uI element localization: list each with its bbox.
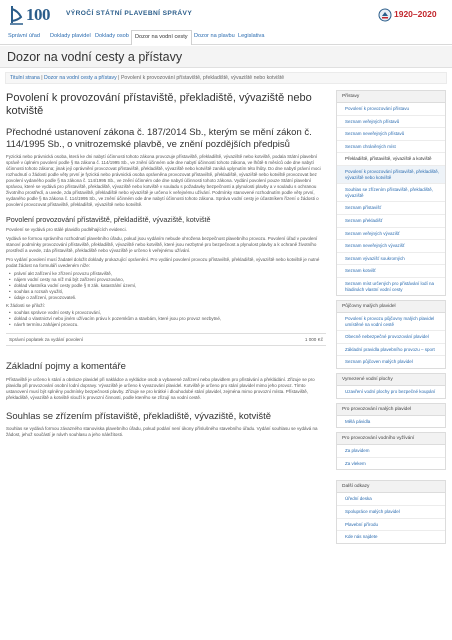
fee-row [6,333,326,346]
sidebar-link[interactable]: Seznam překladišť [337,215,445,228]
sidebar-link[interactable]: Povolení k provozu půjčovny malých plavidel umístěné na vodní cestě [337,313,445,331]
sidebar-box-water-use [336,432,446,470]
list-item: • souhlas správce vodní cesty k provozování, [6,310,326,316]
permit-requirements: Pro vydání povolení musí žadatel doložit doklady prokazující oprávnění. Pro vydání povolení provozu přístaviště, překladiště, vývaziště nebo kotviště je nutné podat žádost na formuláři uvedeném níže: [6,257,320,268]
sidebar-link[interactable]: Kde nás najdete [345,534,378,540]
sidebar-box-harbours [336,90,446,296]
sidebar-link[interactable]: Uzavření vodní plochy pro bezpečné koupání [345,389,436,395]
sidebar-link[interactable]: Seznam vývazišť soukromých [337,253,445,266]
nav-item-doklady-plavidel[interactable]: Doklady plavidel [50,33,91,39]
sidebar-link[interactable]: Seznam neveřejných přístavů [337,128,445,141]
nav-item-dozor-plavbu[interactable]: Dozor na plavbu [194,33,235,39]
sidebar-heading: Pro provozování vodního vyžívání [337,433,445,445]
breadcrumb [5,72,447,84]
sidebar-link[interactable]: Seznam kotvišť [337,265,445,278]
logo-text: VÝROČÍ STÁTNÍ PLAVEBNÍ SPRÁVY [66,10,193,17]
breadcrumb-home[interactable]: Titulní strana [10,75,40,81]
sidebar-heading: Pro provozování malých plavidel [337,404,445,416]
attachments-label: K žádosti se přiloží: [6,303,46,308]
sidebar [336,90,446,548]
attachments-list [6,310,326,328]
sidebar-link[interactable]: Spolupráce malých plavidel [337,506,445,519]
list-item: • nájem vodní cesty na níž má být zařízení provozováno, [6,277,326,283]
nav-item-legislativa[interactable]: Legislativa [238,33,265,39]
site-header [0,0,452,30]
breadcrumb-current: Povolení k provozování přístaviště, překladiště, vývaziště nebo kotviště [120,75,285,81]
ship-logo-icon[interactable] [9,4,25,26]
sidebar-link[interactable]: Základní pravidla plavebního provozu – sport [337,344,445,357]
section-text-basics: Přístaviště je určeno k stání a obsluze plavidel při nakládce a vykládce osob a vybavené zařízení nebo plavidlem pro přistávání a překládání. Zřizuje se pro plavidla při provozování osobní lodní dopravy. Vývaziště je určeno k vyvazování plavidel. Kotviště je určeno pro stání plavidel mimo jeho provoz. Tímto ustanovení musí být splněny podmínky bezpečnosti plavby. Zřizuje se pro krátké i dlouhodobé stání plavidel, zejména mimo provozní místa. Přístaviště, překladiště, vývaziště a kotviště slouží k provozní činnosti, podle kterého se zřizují na vodní cestě. [6,376,315,400]
sidebar-heading: Půjčovny malých plavidel [337,301,445,313]
section-title-transition: Přechodné ustanovení zákona č. 187/2014 Sb., kterým se mění zákon č. 114/1995 Sb., o vnitrozemské plavbě, ve znění pozdějších předpisů [6,127,312,150]
breadcrumb-separator: | [41,75,45,81]
section-title-permit: Povolení provozování přístaviště, překladiště, vývaziště, kotviště [6,215,211,224]
sidebar-box-water-areas [336,373,446,399]
list-item: • návrh termínu zahájení provozu. [6,322,326,328]
sidebar-heading: Další odkazy [337,481,445,493]
emblem-icon [378,8,392,22]
sidebar-group-label[interactable]: Překladiště, přístaviště, vývaziště a kotviště [337,153,445,166]
sidebar-link[interactable]: Seznam veřejných přístavů [337,116,445,129]
sidebar-box-rentals [336,300,446,369]
sidebar-link[interactable]: Obecně nebezpečné provozování plavidel [337,331,445,344]
sidebar-link[interactable]: Seznam chráněných míst [337,141,445,154]
permit-intro: Povolení se vydává pro stálé plavidlo podléhajících evidenci. [6,227,127,232]
sidebar-link[interactable]: Seznam půjčoven malých plavidel [345,359,413,365]
sidebar-link[interactable]: Plavební přírodu [337,519,445,532]
section-text-transition: Fyzická nebo právnická osoba, která ke dni nabytí účinnosti tohoto zákona provozuje přístaviště, překladiště, vývaziště nebo kotviště, podala Státní plavební správě v úplném povolení podle § 8a zákona č. 114/1995 Sb., ve znění účinném ode dne nabytí účinnosti tohoto zákona, ve lhůtě 6 měsíců ode dne nabytí účinnosti tohoto zákona; jinak její oprávnění provozovat přístaviště, překladiště, vývaziště nebo kotviště zaniká uplynutím této lhůty. Do dne nabytí právní moci rozhodnutí o žádosti podle věty první je fyzická nebo právnická osoba oprávněna provozovat přístaviště, překladiště, vývaziště nebo kotviště provozovat bez povolení vydaného podle § 8a zákona č. 114/1995 Sb., ve znění účinném ode dne nabytí účinnosti tohoto zákona. Vydání povolení pouze Státní plavební správou, které se vydává pro přístaviště, překladiště, vývaziště nebo kotviště v souladu s požadavky bezpečnosti a plynulosti plavby a v souladu s ochranou životního prostředí, a uvede, zda přístaviště, překladiště nebo vývaziště je určeno k veřejnému užívání. Podmínky stanovené rozhodnutím podle věty první, vydaného podle § 8a zákona č. 114/1995 Sb., ve znění účinném ode dne nabytí účinnosti tohoto zákona. Správa vodní cesty je účastníkem řízení o žádosti o povolení provozovat přístaviště, překladiště, vývaziště nebo kotviště. [6,154,321,207]
permit-text: Vydává se formou správního rozhodnutí plavebního úřadu, pokud jsou vydáním nebude ohrožena bezpečnost plavebního provozu. Povolení úřad v povolení stanoví podmínky provozování přístaviště, překladiště, vývaziště nebo kotviště, které jsou nezbytné pro bezpečnost a plynulost plavby a k ochraně životního prostředí a uvede, zda přístaviště, překladiště nebo vývaziště je určeno k veřejnému užívání. [6,236,318,253]
section-text-consent: Souhlas se vydává formou závazného stanoviska plavebního úřadu, pokud podání není úkony příslušného stavebního úřadu. Vydání souhlasu se vydává na žádost, jehož součástí je návrh souhlasu a jeho náležitosti. [6,426,318,437]
main-navigation [0,30,452,45]
sidebar-link[interactable]: Souhlas se zřízením přístaviště, překladiště, vývaziště [337,184,445,202]
list-item: • souhlas a rozsah využití, [6,289,326,295]
section-title-consent: Souhlas se zřízením přístaviště, překladiště, vývaziště, kotviště [6,410,272,422]
list-item: • doklad o vlastnictví nebo jiném užívacím právu k pozemkům a stavbám, které jsou pro provoz nezbytné, [6,316,326,322]
sidebar-heading: Vymezené vodní plochy [337,374,445,386]
sidebar-link[interactable]: Za plavidem [337,445,445,458]
list-item: • právní akt zařízení ke zřízení provozu přístaviště, [6,271,326,277]
permit-requirements-list [6,271,326,301]
sidebar-link[interactable]: Povolení k provozování přístavu [337,103,445,116]
breadcrumb-section[interactable]: Dozor na vodní cesty a přístavy [44,75,117,81]
sidebar-box-small-vessels [336,403,446,429]
sidebar-link[interactable]: Seznam míst určených pro přistávání lodí na hladinách vlastní vodní cesty [345,280,435,292]
breadcrumb-separator: | [118,75,121,81]
page-title-band [0,46,452,68]
list-item: • doklad vlastníka vodní cesty podle § 8 zák. katastrální území, [6,283,326,289]
fee-value: 1 000 Kč [304,337,323,342]
sidebar-link[interactable]: Seznam přístavišť [337,202,445,215]
nav-item-spravni-urad[interactable]: Správní úřad [8,33,41,39]
logo-number: 100 [26,5,50,24]
page-title: Dozor na vodní cesty a přístavy [7,50,183,64]
nav-item-dozor-vodni-cesty[interactable]: Dozor na vodní cesty [131,30,192,45]
sidebar-heading: Přístavy [337,91,445,103]
list-item: • údaje o zařízení, provozovateli. [6,295,326,301]
nav-item-doklady-osob[interactable]: Doklady osob [95,33,129,39]
sidebar-link[interactable]: Seznam veřejných vývazišť [337,228,445,241]
sidebar-link[interactable]: Seznam neveřejných vývazišť [337,240,445,253]
sidebar-link[interactable]: Mělá pávidla [345,418,371,424]
section-title-basics: Základní pojmy a komentáře [6,361,126,372]
article-title: Povolení k provozování přístaviště, překladiště, vývaziště nebo kotviště [6,92,312,117]
anniversary-years: 1920–2020 [394,9,437,19]
fee-label: Správní poplatek za vydání povolení [9,337,84,342]
sidebar-link[interactable]: Úřední deska [337,493,445,506]
sidebar-link-current[interactable]: Povolení k provozování přístaviště, překladiště, vývaziště nebo kotviště [337,166,445,184]
sidebar-link[interactable]: Za vlekem [345,460,366,466]
sidebar-box-other-links [336,480,446,543]
article [6,90,326,438]
